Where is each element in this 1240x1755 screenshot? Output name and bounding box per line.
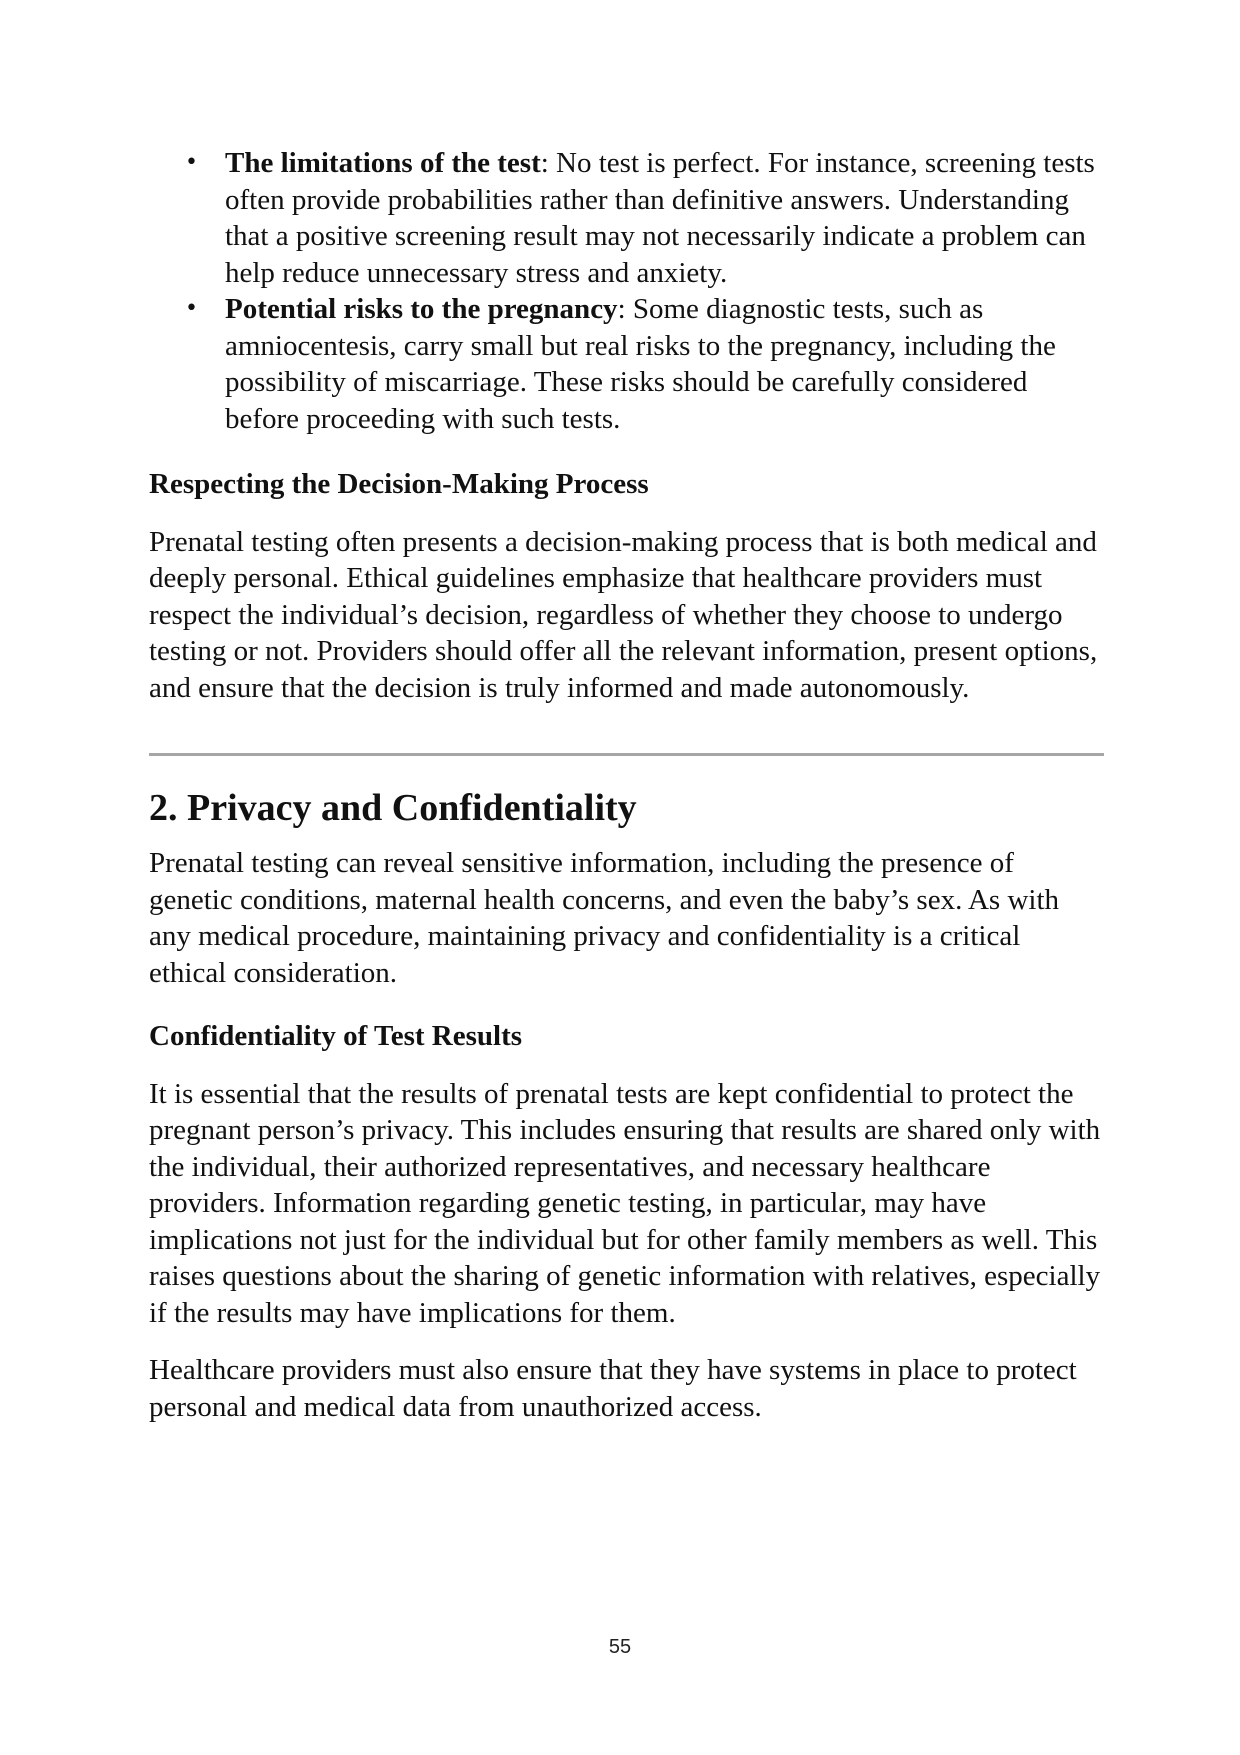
page-number: 55 <box>608 1636 632 1658</box>
bullet-icon: • <box>185 296 198 321</box>
bullet-text: : No test is perfect. For instance, screening tests often provide probabilities rather than definitive answers. Understanding that a positive screening result may not necessarily indicate a problem can help reduce unnecessary stress and anxiety. <box>225 147 1095 289</box>
bullet-item-limitations <box>149 145 1104 291</box>
section-divider <box>149 753 1104 756</box>
page-content <box>149 145 1104 1425</box>
confidentiality-paragraph: It is essential that the results of prenatal tests are kept confidential to protect the pregnant person’s privacy. This includes ensuring that results are shared only with the individual, their authorized representatives, and necessary healthcare providers. Information regarding genetic testing, in particular, may have implications not just for the individual but for other family members as well. This raises questions about the sharing of genetic information with relatives, especially if the results may have implications for them. <box>149 1077 1101 1329</box>
bullet-text: : Some diagnostic tests, such as amniocentesis, carry small but real risks to the pregnancy, including the possibility of miscarriage. These risks should be carefully considered before proceeding with such tests. <box>225 293 1056 435</box>
confidentiality-heading: Confidentiality of Test Results <box>149 1020 523 1052</box>
section-heading: 2. Privacy and Confidentiality <box>149 787 637 829</box>
bullet-icon: • <box>185 150 198 175</box>
bullet-list <box>149 145 1104 437</box>
section-intro: Prenatal testing can reveal sensitive information, including the presence of genetic conditions, maternal health concerns, and even the baby’s sex. As with any medical procedure, maintaining privacy and confidentiality is a critical ethical consideration. <box>149 847 1060 989</box>
respecting-heading: Respecting the Decision-Making Process <box>149 468 649 500</box>
bullet-term: The limitations of the test <box>225 147 541 179</box>
data-protection-paragraph: Healthcare providers must also ensure that they have systems in place to protect personal and medical data from unauthorized access. <box>149 1354 1077 1423</box>
bullet-item-risks <box>149 291 1104 437</box>
respecting-paragraph: Prenatal testing often presents a decision-making process that is both medical and deeply personal. Ethical guidelines emphasize that healthcare providers must respect the individual’s decision, regardless of whether they choose to undergo testing or not. Providers should offer all the relevant information, present options, and ensure that the decision is truly informed and made autonomously. <box>149 525 1098 704</box>
bullet-term: Potential risks to the pregnancy <box>225 293 618 325</box>
